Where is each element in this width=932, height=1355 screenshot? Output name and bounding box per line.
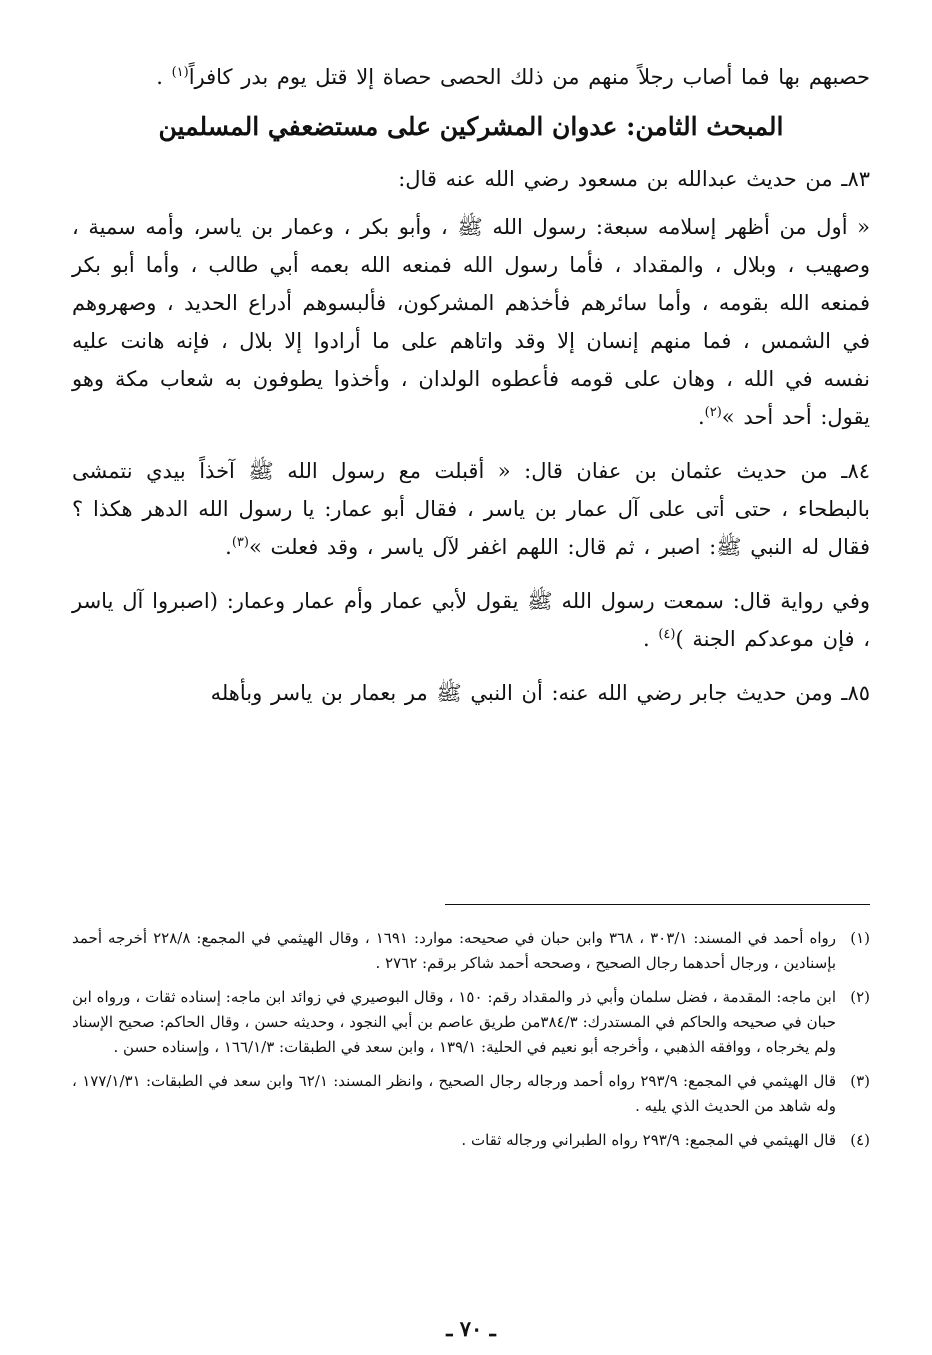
page-number: ـ ٧٠ ـ — [446, 1316, 496, 1341]
riwaya-text — [72, 582, 870, 658]
hadith-83-intro: ٨٣ـ من حديث عبدالله بن مسعود رضي الله عنه قال: — [398, 167, 870, 191]
hadith-83-end: . — [697, 405, 705, 429]
footnote-number: (٣) — [850, 1072, 870, 1090]
footnote-number: (١) — [850, 929, 870, 947]
hadith-85-text: ٨٥ـ ومن حديث جابر رضي الله عنه: أن النبي ﷺ مر بعمار بن ياسر وبأهله — [210, 681, 870, 705]
footnote-number: (٢) — [850, 988, 870, 1006]
footnote-text: رواه أحمد في المسند: ٣٠٣/١ ، ٣٦٨ وابن حبان في صحيحه: موارد: ١٦٩١ ، وقال الهيثمي في المجمع: ٢٢٨/٨ أخرجه أحمد بإسنادين ، ورجال أحدهما رجال الصحيح ، وصححه أحمد شاكر برقم: ٢٧٦٢ . — [72, 929, 836, 972]
intro-text: حصبهم بها فما أصاب رجلاً منهم من ذلك الحصى حصاة إلا قتل يوم بدر كافراً — [188, 65, 870, 89]
footnote-ref-2: (٢) — [704, 405, 722, 420]
intro-end: . — [156, 65, 172, 89]
footnote-text: قال الهيثمي في المجمع: ٢٩٣/٩ رواه أحمد ورجاله رجال الصحيح ، وانظر المسند: ٦٢/١ وابن سعد في الطبقات: ١٧٧/١/٣١ ، وله شاهد من الحديث الذي يليه . — [72, 1072, 837, 1115]
footnote-text: ابن ماجه: المقدمة ، فضل سلمان وأبي ذر والمقداد رقم: ١٥٠ ، وقال البوصيري في زوائد ابن ماجه: إسناده ثقات ، ورواه ابن حبان في صحيحه والحاكم في المستدرك: ٣٨٤/٣من طريق عاصم بن أبي النجود ، وحديثه حسن ، وقال الحاكم: صحيح الإسناد ولم يخرجاه ، ووافقه الذهبي ، وأخرجه أبو نعيم في الحلية: ١٣٩/١ ، وابن سعد في الطبقات: ١٦٦/١/٣ ، وإسناده حسن . — [72, 988, 837, 1056]
riwaya-body: وفي رواية قال: سمعت رسول الله ﷺ يقول لأبي عمار وأم عمار وعمار: (اصبروا آل ياسر ، فإن موعدكم الجنة ) — [72, 589, 870, 651]
hadith-84-end: . — [225, 535, 232, 559]
footnote-item — [72, 1069, 870, 1119]
footnote-number: (٤) — [850, 1131, 870, 1149]
page-content — [72, 58, 870, 1355]
section-heading: المبحث الثامن: عدوان المشركين على مستضعفي المسلمين — [158, 112, 784, 141]
footnotes — [72, 926, 870, 1162]
footnote-divider — [445, 904, 870, 905]
hadith-84-text — [72, 452, 870, 566]
footnote-ref-1: (١) — [171, 65, 189, 80]
footnote-item — [72, 1128, 870, 1153]
hadith-84-body: ٨٤ـ من حديث عثمان بن عفان قال: « أقبلت مع رسول الله ﷺ آخذاً بيدي نتمشى بالبطحاء ، حتى أتى على آل عمار بن ياسر ، فقال أبو عمار: يا رسول الله الدهر هكذا ؟ فقال له النبي ﷺ: اصبر ، ثم قال: اللهم اغفر لآل ياسر ، وقد فعلت » — [72, 459, 870, 559]
footnote-text: قال الهيثمي في المجمع: ٢٩٣/٩ رواه الطبراني ورجاله ثقات . — [461, 1131, 836, 1149]
hadith-83-text — [72, 208, 870, 436]
footnote-ref-3: (٣) — [231, 535, 249, 550]
intro-paragraph — [72, 58, 870, 96]
footnote-ref-4: (٤) — [658, 627, 676, 642]
riwaya-end: . — [642, 627, 659, 651]
hadith-83-body: « أول من أظهر إسلامه سبعة: رسول الله ﷺ ، وأبو بكر ، وعمار بن ياسر، وأمه سمية ، وصهيب ، وبلال ، والمقداد ، فأما رسول الله فمنعه الله بعمه أبي طالب ، وأما أبو بكر فمنعه الله بقومه ، وأما سائرهم فأخذهم المشركون، فألبسوهم أدراع الحديد ، وصهروهم في الشمس ، فما منهم إنسان إلا وقد واتاهم على ما أرادوا إلا بلال ، فإنه هانت عليه نفسه في الله ، وهان على قومه فأعطوه الولدان ، وأخذوا يطوفون به شعاب مكة وهو يقول: أحد أحد » — [72, 215, 870, 429]
footnote-item — [72, 926, 870, 976]
main-text — [72, 58, 870, 712]
footnote-item — [72, 985, 870, 1060]
